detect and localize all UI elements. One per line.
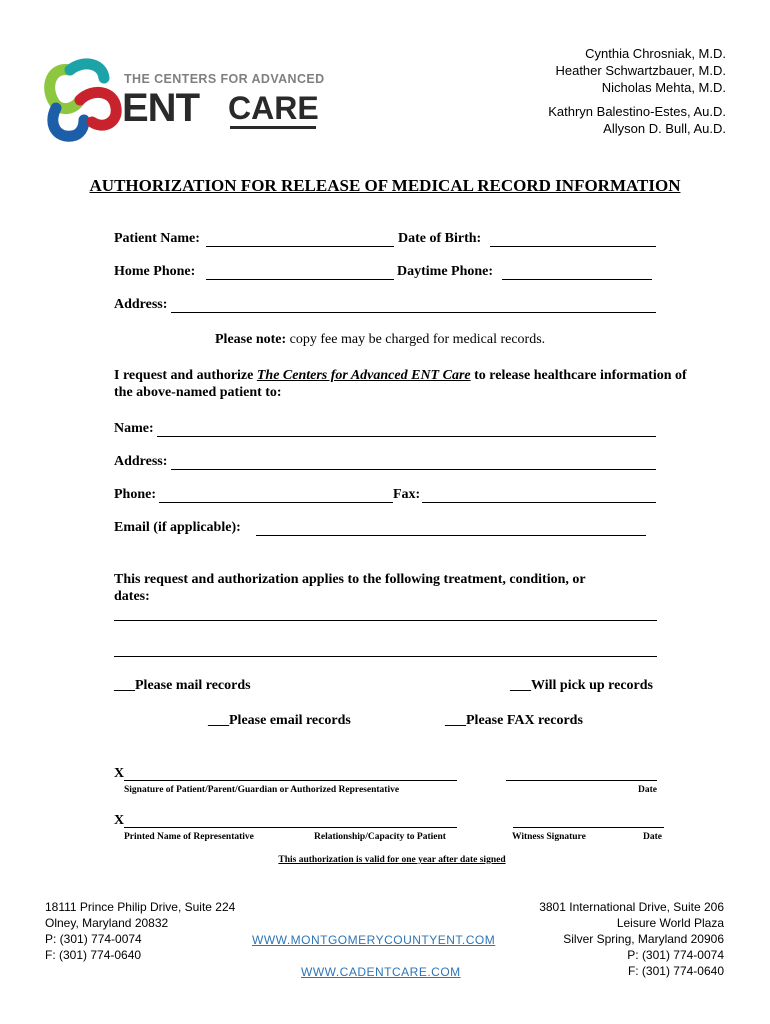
practice-logo-mark (40, 52, 124, 144)
printed-name-caption: Printed Name of Representative (124, 832, 254, 842)
logo-care-text: CARE (228, 90, 319, 126)
footer-right-address (539, 899, 724, 979)
recipient-name-field[interactable] (157, 422, 656, 437)
patient-address-field[interactable] (171, 298, 656, 313)
home-phone-label: Home Phone: (114, 264, 196, 279)
cadentcare-link[interactable]: WWW.CADENTCARE.COM (301, 965, 461, 979)
recipient-phone-label: Phone: (114, 487, 156, 502)
dob-field[interactable] (490, 232, 656, 247)
recipient-phone-field[interactable] (159, 488, 393, 503)
witness-caption: Witness Signature (512, 832, 586, 842)
daytime-phone-label: Daytime Phone: (397, 264, 494, 279)
footer-right-line: Silver Spring, Maryland 20906 (563, 932, 724, 946)
fax-records-option[interactable]: ___Please FAX records (445, 713, 583, 728)
recipient-fax-label: Fax: (393, 487, 421, 502)
doctor-name: Nicholas Mehta, M.D. (601, 80, 726, 95)
recipient-address-field[interactable] (171, 455, 656, 470)
email-records-option[interactable]: ___Please email records (208, 713, 351, 728)
footer-left-line: F: (301) 774-0640 (45, 948, 142, 962)
doctor-name: Kathryn Balestino-Estes, Au.D. (548, 104, 726, 119)
footer-left-line: P: (301) 774-0074 (45, 932, 142, 946)
footer-left-address (45, 899, 235, 963)
doctor-name: Allyson D. Bull, Au.D. (603, 121, 726, 136)
signature-caption: Signature of Patient/Parent/Guardian or Authorized Representative (124, 785, 400, 795)
logo-underline (230, 126, 316, 129)
dob-label: Date of Birth: (398, 231, 482, 246)
footer-right-line: F: (301) 774-0640 (627, 964, 724, 978)
witness-line[interactable] (513, 827, 664, 828)
footer-right-line: P: (301) 774-0074 (627, 948, 724, 962)
relationship-caption: Relationship/Capacity to Patient (314, 832, 446, 842)
form-title: AUTHORIZATION FOR RELEASE OF MEDICAL RECORD INFORMATION (89, 176, 681, 195)
validity-notice: This authorization is valid for one year after date signed (278, 855, 506, 865)
patient-name-field[interactable] (206, 232, 394, 247)
recipient-address-label: Address: (114, 454, 168, 469)
scope-field-line-2[interactable] (114, 642, 657, 657)
recipient-email-field[interactable] (256, 521, 646, 536)
home-phone-field[interactable] (206, 265, 394, 280)
note-label: Please note: (215, 332, 287, 347)
scope-field-line-1[interactable] (114, 606, 657, 621)
patient-name-label: Patient Name: (114, 231, 200, 246)
practice-name: The Centers for Advanced ENT Care (256, 368, 471, 383)
scope-line-2: dates: (114, 589, 150, 604)
recipient-fax-field[interactable] (422, 488, 656, 503)
recipient-name-label: Name: (114, 421, 154, 436)
note-text: copy fee may be charged for medical records. (286, 332, 546, 347)
footer-right-line: Leisure World Plaza (616, 916, 724, 930)
patient-address-label: Address: (114, 297, 168, 312)
signature-x-mark: X (114, 766, 125, 781)
mail-records-option[interactable]: ___Please mail records (114, 678, 251, 693)
daytime-phone-field[interactable] (502, 265, 652, 280)
logo-ent-text: ENT (122, 86, 199, 130)
pickup-records-option[interactable]: ___Will pick up records (510, 678, 654, 693)
doctor-name: Cynthia Chrosniak, M.D. (585, 46, 726, 61)
doctor-name: Heather Schwartzbauer, M.D. (555, 63, 726, 78)
witness-date-caption: Date (643, 832, 662, 842)
montgomery-link[interactable]: WWW.MONTGOMERYCOUNTYENT.COM (252, 933, 496, 947)
copy-fee-note (215, 332, 545, 348)
date-caption: Date (638, 785, 657, 795)
footer-right-line: 3801 International Drive, Suite 206 (539, 900, 724, 914)
request-line-1: I request and authorize The Centers for Advanced ENT Care to release healthcare information of (114, 368, 687, 383)
scope-line-1: This request and authorization applies to the following treatment, condition, or (114, 572, 586, 587)
footer-left-line: 18111 Prince Philip Drive, Suite 224 (45, 900, 236, 914)
signature-date-line[interactable] (506, 780, 657, 781)
doctor-list (548, 45, 726, 137)
request-line-2: the above-named patient to: (114, 385, 282, 400)
logo-tagline: THE CENTERS FOR ADVANCED (124, 72, 325, 86)
printed-name-x-mark: X (114, 813, 125, 828)
footer-left-line: Olney, Maryland 20832 (45, 916, 169, 930)
recipient-email-label: Email (if applicable): (114, 520, 241, 535)
printed-name-line[interactable] (124, 827, 457, 828)
signature-line[interactable] (124, 780, 457, 781)
